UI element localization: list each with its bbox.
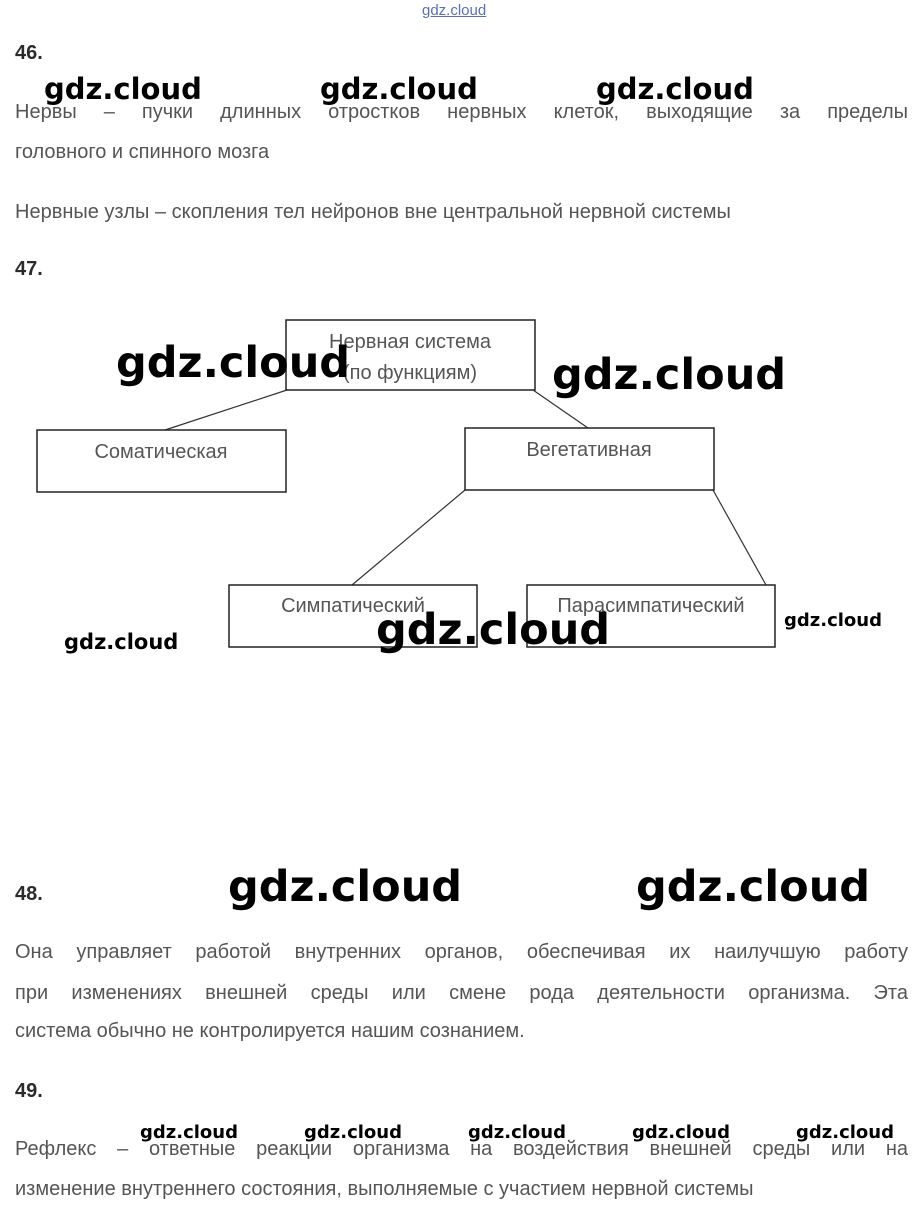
watermark: gdz.cloud <box>468 1122 566 1143</box>
answer-46-line: головного и спинного мозга <box>15 141 270 163</box>
question-number-47: 47. <box>15 258 43 280</box>
watermark: gdz.cloud <box>140 1122 238 1143</box>
site-link[interactable]: gdz.cloud <box>422 2 487 19</box>
root-label-line2: (по функциям) <box>342 362 478 384</box>
watermark: gdz.cloud <box>376 605 611 655</box>
sympathetic-label: Симпатический <box>281 595 425 617</box>
watermark: gdz.cloud <box>64 630 179 654</box>
root-label-line1: Нервная система <box>329 331 491 353</box>
watermark: gdz.cloud <box>552 350 787 400</box>
watermark: gdz.cloud <box>632 1122 730 1143</box>
watermark: gdz.cloud <box>228 862 463 912</box>
watermark: gdz.cloud <box>596 72 754 106</box>
question-number-49: 49. <box>15 1080 43 1102</box>
watermark: gdz.cloud <box>784 610 882 631</box>
answer-48-line: система обычно не контролируется нашим сознанием. <box>15 1020 525 1042</box>
answer-46-second-paragraph: Нервные узлы – скопления тел нейронов вне центральной нервной системы <box>15 201 731 223</box>
watermark: gdz.cloud <box>320 72 478 106</box>
watermark: gdz.cloud <box>304 1122 402 1143</box>
answer-49-line: изменение внутреннего состояния, выполняемые с участием нервной системы <box>15 1178 754 1200</box>
connector-root-somatic <box>165 390 287 430</box>
answer-46-line: Нервы – пучки длинных отростков нервных клеток, выходящие за пределы <box>15 101 908 123</box>
watermark: gdz.cloud <box>116 338 351 388</box>
somatic-label: Соматическая <box>94 441 228 463</box>
watermark: gdz.cloud <box>636 862 871 912</box>
watermark: gdz.cloud <box>44 72 202 106</box>
answer-48-line: при изменениях внешней среды или смене рода деятельности организма. Эта <box>15 982 908 1004</box>
answer-48-line: Она управляет работой внутренних органов, обеспечивая их наилучшую работу <box>15 941 908 963</box>
answer-49-line: Рефлекс – ответные реакции организма на воздействия внешней среды или на <box>15 1138 908 1160</box>
parasympathetic-label: Парасимпатический <box>557 595 745 617</box>
question-number-46: 46. <box>15 42 43 64</box>
watermark: gdz.cloud <box>796 1122 894 1143</box>
connector-vegetative-parasympathetic <box>713 490 766 585</box>
vegetative-label: Вегетативная <box>526 439 652 461</box>
question-number-48: 48. <box>15 883 43 905</box>
connector-vegetative-sympathetic <box>352 490 465 585</box>
